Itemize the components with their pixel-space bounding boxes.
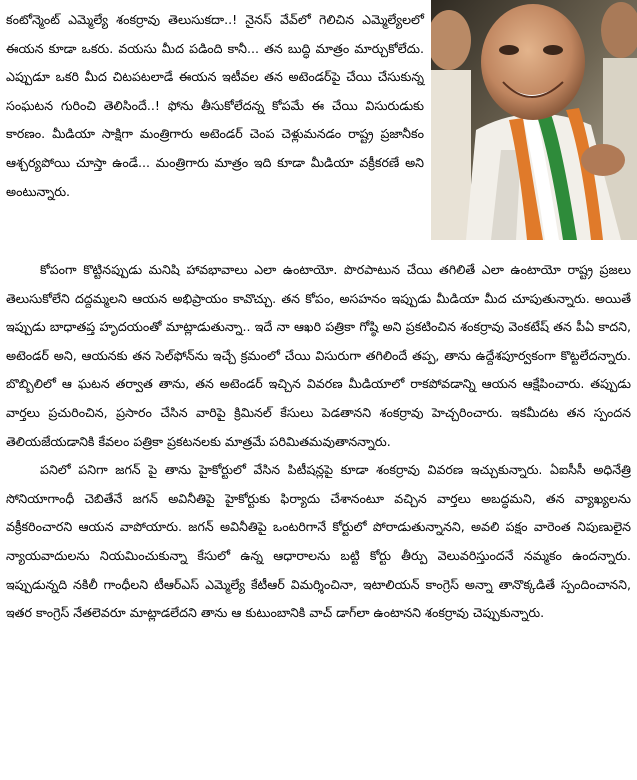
- article-paragraph: పనిలో పనిగా జగన్ పై తాను హైకోర్టులో వేసిన పిటీషన్లపై కూడా శంకర్రావు వివరణ ఇచ్చుకున్నారు. ఏఐసీసీ అధినేత్రి సోనియాగాంధీ చెబితేనే జగన్ అవినీతిపై హైకోర్టుకు ఫిర్యాదు చేశానంటూ వచ్చిన వార్తలు అబద్ధమని, తన వ్యాఖ్యలను వక్రీకరించారని ఆయన వాపోయారు. జగన్ అవినీతిపై ఒంటరిగానే కోర్టులో పోరాడుతున్నానని, అవలి పక్షం వారెంత నిపుణులైన న్యాయవాదులను నియమించుకున్నా కేసులో ఉన్న ఆధారాలను బట్టి కోర్టు తీర్పు వెలువరిస్తుందనే నమ్మకం ఉందన్నారు. ఇప్పుడున్నది నకిలీ గాంధీలని టీఆర్ఎస్ ఎమ్మెల్యే కేటీఆర్ విమర్శించినా, ఇటాలియన్ కాంగ్రెస్ అన్నా తానొక్కడితే స్పందించానని, ఇతర కాంగ్రెస్ నేతలెవరూ మాట్లాడలేదని తాను ఆ కుటుంబానికి వాచ్ డాగ్‌లా ఉంటానని శంకర్రావు చెప్పుకున్నారు.: [6, 462, 631, 621]
- article-photo: [431, 0, 637, 240]
- article-lead: కంటోన్మెంట్ ఎమ్మెల్యే శంకర్రావు తెలుసుకదా..! నైనస్ వేవ్‌లో గెలిచిన ఎమ్మెల్యేలలో ఈయన కూడా ఒకరు. వయసు మీద పడింది కానీ... తన బుద్ధి మాత్రం మార్చుకోలేదు. ఎప్పుడూ ఒకరి మీద చిటపటలాడే ఈయన ఇటీవల తన అటెండర్‌పై చేయి చేసుకున్న సంఘటన గురించి తెలిసిందే..! ఫోను తీసుకోలేదన్న కోపమే ఈ చేయి విసురుడుకు కారణం. మీడియా సాక్షిగా మంత్రిగారు అటెండర్ చెంప చెళ్లుమనడం రాష్ట్ర ప్రజానీకం ఆశ్చర్యపోయి చూస్తా ఉండే... మంత్రిగారు మాత్రం ఇది కూడా మీడియా వక్రీకరణే అని అంటున్నారు.: [6, 12, 424, 199]
- article-paragraph: కోపంగా కొట్టినప్పుడు మనిషి హావభావాలు ఎలా ఉంటాయో. పొరపాటున చేయి తగిలితే ఎలా ఉంటాయో రాష్ట్ర ప్రజలు తెలుసుకోలేని దద్దమ్మలని ఆయన అభిప్రాయం కావొచ్చు. తన కోపం, అసహనం ఇప్పుడు మీడియా మీద చూపుతున్నారు. అయితే ఇప్పుడు బాధాతప్త హృదయంతో మాట్లాడుతున్నా.. ఇదే నా ఆఖరి పత్రికా గోష్ఠి అని ప్రకటించిన శంకర్రావు వెంకటేష్ తన పీఏ కాదని, అటెండర్ అని, ఆయనకు తన సెల్‌ఫోన్‌ను ఇచ్చే క్రమంలో చేయి విసురుగా తగిలిందే తప్ప, తాను ఉద్దేశపూర్వకంగా కొట్టలేదన్నారు. బొబ్బిలిలో ఆ ఘటన తర్వాత తాను, తన అటెండర్ ఇచ్చిన వివరణ మీడియాలో రాకపోవడాన్ని ఆయన ఆక్షేపించారు. తప్పుడు వార్తలు ప్రచురించిన, ప్రసారం చేసిన వారిపై క్రిమినల్ కేసులు పెడతానని శంకర్రావు హెచ్చరించారు. ఇకమీదట తన స్పందన తెలియజేయడానికి కేవలం పత్రికా ప్రకటనలకు మాత్రమే పరిమితమవుతానన్నారు.: [6, 262, 631, 449]
- smiling-man-photo-icon: [431, 0, 637, 240]
- article-body: [6, 256, 631, 628]
